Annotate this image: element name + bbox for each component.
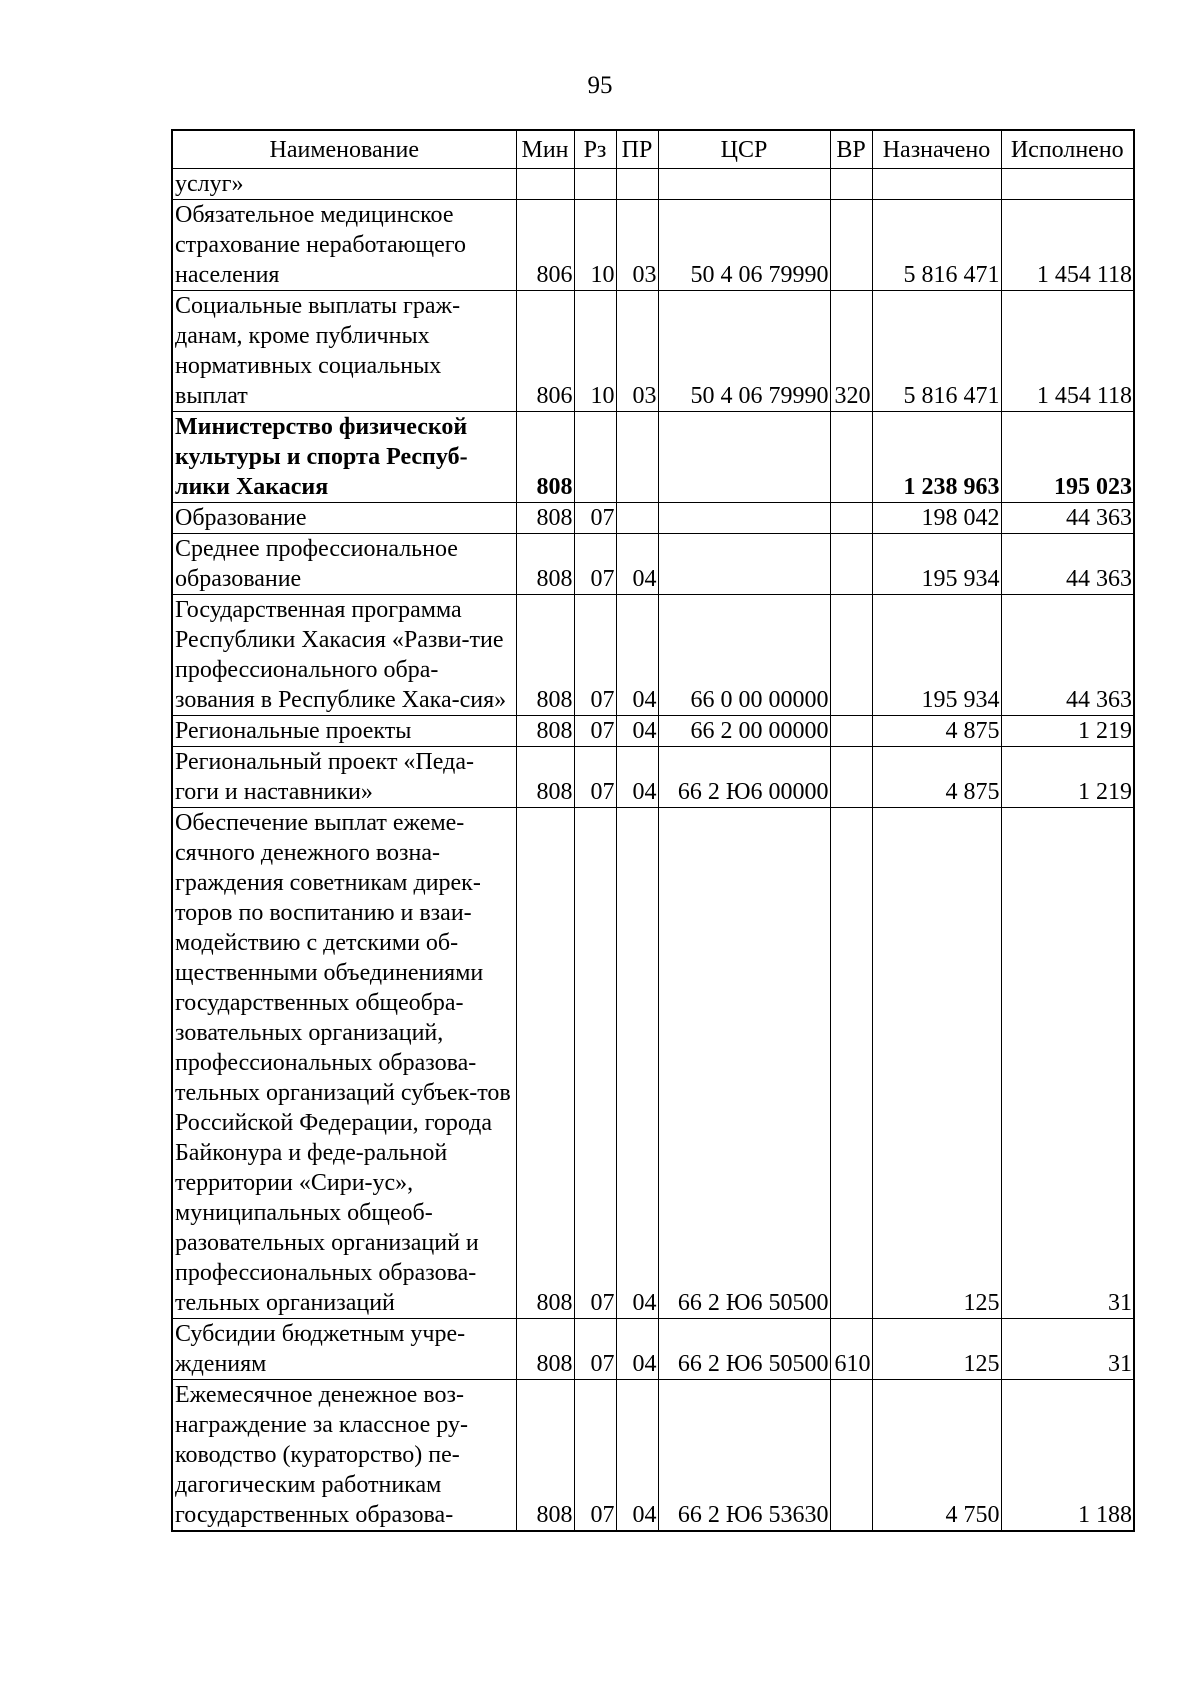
header-csr: ЦСР <box>658 130 830 169</box>
cell-min: 808 <box>516 534 574 595</box>
cell-executed: 1 454 118 <box>1001 200 1134 291</box>
cell-csr: 66 2 Ю6 00000 <box>658 747 830 808</box>
cell-min: 808 <box>516 595 574 716</box>
cell-vr <box>830 595 872 716</box>
budget-table <box>171 129 1135 1532</box>
cell-csr <box>658 503 830 534</box>
cell-name: услуг» <box>172 169 516 200</box>
cell-csr: 66 2 Ю6 53630 <box>658 1380 830 1532</box>
table-row <box>172 412 1134 503</box>
cell-name: Министерство физической культуры и спорта Респуб-лики Хакасия <box>172 412 516 503</box>
cell-assigned: 4 750 <box>872 1380 1001 1532</box>
table-row <box>172 808 1134 1319</box>
cell-min: 808 <box>516 503 574 534</box>
cell-name: Обязательное медицинское страхование неработающего населения <box>172 200 516 291</box>
cell-rz: 07 <box>574 1319 616 1380</box>
cell-rz <box>574 412 616 503</box>
cell-rz: 07 <box>574 534 616 595</box>
cell-pr: 04 <box>616 716 658 747</box>
header-assigned: Назначено <box>872 130 1001 169</box>
cell-rz: 07 <box>574 1380 616 1532</box>
table-row <box>172 291 1134 412</box>
cell-executed: 1 219 <box>1001 747 1134 808</box>
cell-executed: 1 188 <box>1001 1380 1134 1532</box>
cell-min: 806 <box>516 200 574 291</box>
cell-assigned: 4 875 <box>872 747 1001 808</box>
cell-pr <box>616 412 658 503</box>
cell-name: Среднее профессиональное образование <box>172 534 516 595</box>
cell-assigned: 198 042 <box>872 503 1001 534</box>
cell-csr <box>658 169 830 200</box>
cell-executed: 44 363 <box>1001 595 1134 716</box>
cell-assigned: 1 238 963 <box>872 412 1001 503</box>
cell-vr <box>830 200 872 291</box>
cell-name: Субсидии бюджетным учре-ждениям <box>172 1319 516 1380</box>
header-pr: ПР <box>616 130 658 169</box>
cell-pr <box>616 169 658 200</box>
cell-csr: 66 2 00 00000 <box>658 716 830 747</box>
cell-name: Ежемесячное денежное воз-награждение за классное ру-ководство (кураторство) пе-дагогическим работникам государственных образова- <box>172 1380 516 1532</box>
table-header-row <box>172 130 1134 169</box>
cell-vr <box>830 1380 872 1532</box>
cell-min: 808 <box>516 1319 574 1380</box>
cell-pr: 04 <box>616 808 658 1319</box>
cell-executed: 1 454 118 <box>1001 291 1134 412</box>
cell-vr <box>830 534 872 595</box>
cell-pr: 03 <box>616 200 658 291</box>
cell-pr: 04 <box>616 747 658 808</box>
cell-pr <box>616 503 658 534</box>
cell-min: 808 <box>516 808 574 1319</box>
cell-pr: 04 <box>616 1319 658 1380</box>
table-row <box>172 716 1134 747</box>
cell-min: 808 <box>516 716 574 747</box>
table-row <box>172 534 1134 595</box>
header-name: Наименование <box>172 130 516 169</box>
cell-name: Региональный проект «Педа-гоги и наставники» <box>172 747 516 808</box>
cell-pr: 04 <box>616 595 658 716</box>
cell-vr <box>830 503 872 534</box>
cell-executed <box>1001 169 1134 200</box>
cell-name: Социальные выплаты граж-данам, кроме публичных нормативных социальных выплат <box>172 291 516 412</box>
header-min: Мин <box>516 130 574 169</box>
cell-min: 808 <box>516 747 574 808</box>
cell-name: Региональные проекты <box>172 716 516 747</box>
cell-name: Государственная программа Республики Хакасия «Разви-тие профессионального обра-зования в Республике Хака-сия» <box>172 595 516 716</box>
cell-vr: 610 <box>830 1319 872 1380</box>
cell-assigned: 125 <box>872 808 1001 1319</box>
cell-assigned: 4 875 <box>872 716 1001 747</box>
table-row <box>172 595 1134 716</box>
cell-rz: 07 <box>574 595 616 716</box>
header-rz: Рз <box>574 130 616 169</box>
cell-rz <box>574 169 616 200</box>
cell-vr: 320 <box>830 291 872 412</box>
cell-executed: 31 <box>1001 1319 1134 1380</box>
cell-assigned: 195 934 <box>872 534 1001 595</box>
cell-rz: 10 <box>574 291 616 412</box>
cell-vr <box>830 808 872 1319</box>
cell-vr <box>830 412 872 503</box>
cell-csr: 50 4 06 79990 <box>658 291 830 412</box>
table-row <box>172 1319 1134 1380</box>
cell-min: 806 <box>516 291 574 412</box>
cell-pr: 03 <box>616 291 658 412</box>
cell-name: Образование <box>172 503 516 534</box>
cell-pr: 04 <box>616 1380 658 1532</box>
cell-rz: 10 <box>574 200 616 291</box>
cell-assigned: 5 816 471 <box>872 291 1001 412</box>
table-row <box>172 503 1134 534</box>
cell-vr <box>830 169 872 200</box>
cell-assigned: 195 934 <box>872 595 1001 716</box>
cell-csr <box>658 534 830 595</box>
cell-min: 808 <box>516 1380 574 1532</box>
cell-executed: 195 023 <box>1001 412 1134 503</box>
page-number: 95 <box>587 72 613 99</box>
cell-executed: 31 <box>1001 808 1134 1319</box>
cell-executed: 44 363 <box>1001 503 1134 534</box>
cell-csr: 66 2 Ю6 50500 <box>658 1319 830 1380</box>
cell-vr <box>830 747 872 808</box>
cell-csr: 50 4 06 79990 <box>658 200 830 291</box>
cell-rz: 07 <box>574 716 616 747</box>
table-row <box>172 200 1134 291</box>
table-row <box>172 747 1134 808</box>
cell-csr: 66 0 00 00000 <box>658 595 830 716</box>
cell-rz: 07 <box>574 808 616 1319</box>
cell-min <box>516 169 574 200</box>
table-row <box>172 1380 1134 1532</box>
cell-executed: 1 219 <box>1001 716 1134 747</box>
cell-executed: 44 363 <box>1001 534 1134 595</box>
cell-assigned <box>872 169 1001 200</box>
cell-rz: 07 <box>574 747 616 808</box>
header-vr: ВР <box>830 130 872 169</box>
table-row <box>172 169 1134 200</box>
cell-rz: 07 <box>574 503 616 534</box>
cell-vr <box>830 716 872 747</box>
cell-min: 808 <box>516 412 574 503</box>
cell-name: Обеспечение выплат ежеме-сячного денежного возна-граждения советникам дирек-торов по воспитанию и взаи-модействию с детскими об-щественными объединениями государственных общеобра-зовательных организаций, профессиональных образова-тельных организаций субъек-тов Российской Федерации, города Байконура и феде-ральной территории «Сири-ус», муниципальных общеоб-разовательных организаций и профессиональных образова-тельных организаций <box>172 808 516 1319</box>
cell-assigned: 5 816 471 <box>872 200 1001 291</box>
header-executed: Исполнено <box>1001 130 1134 169</box>
table-body <box>172 169 1134 1532</box>
cell-pr: 04 <box>616 534 658 595</box>
cell-csr: 66 2 Ю6 50500 <box>658 808 830 1319</box>
cell-csr <box>658 412 830 503</box>
cell-assigned: 125 <box>872 1319 1001 1380</box>
